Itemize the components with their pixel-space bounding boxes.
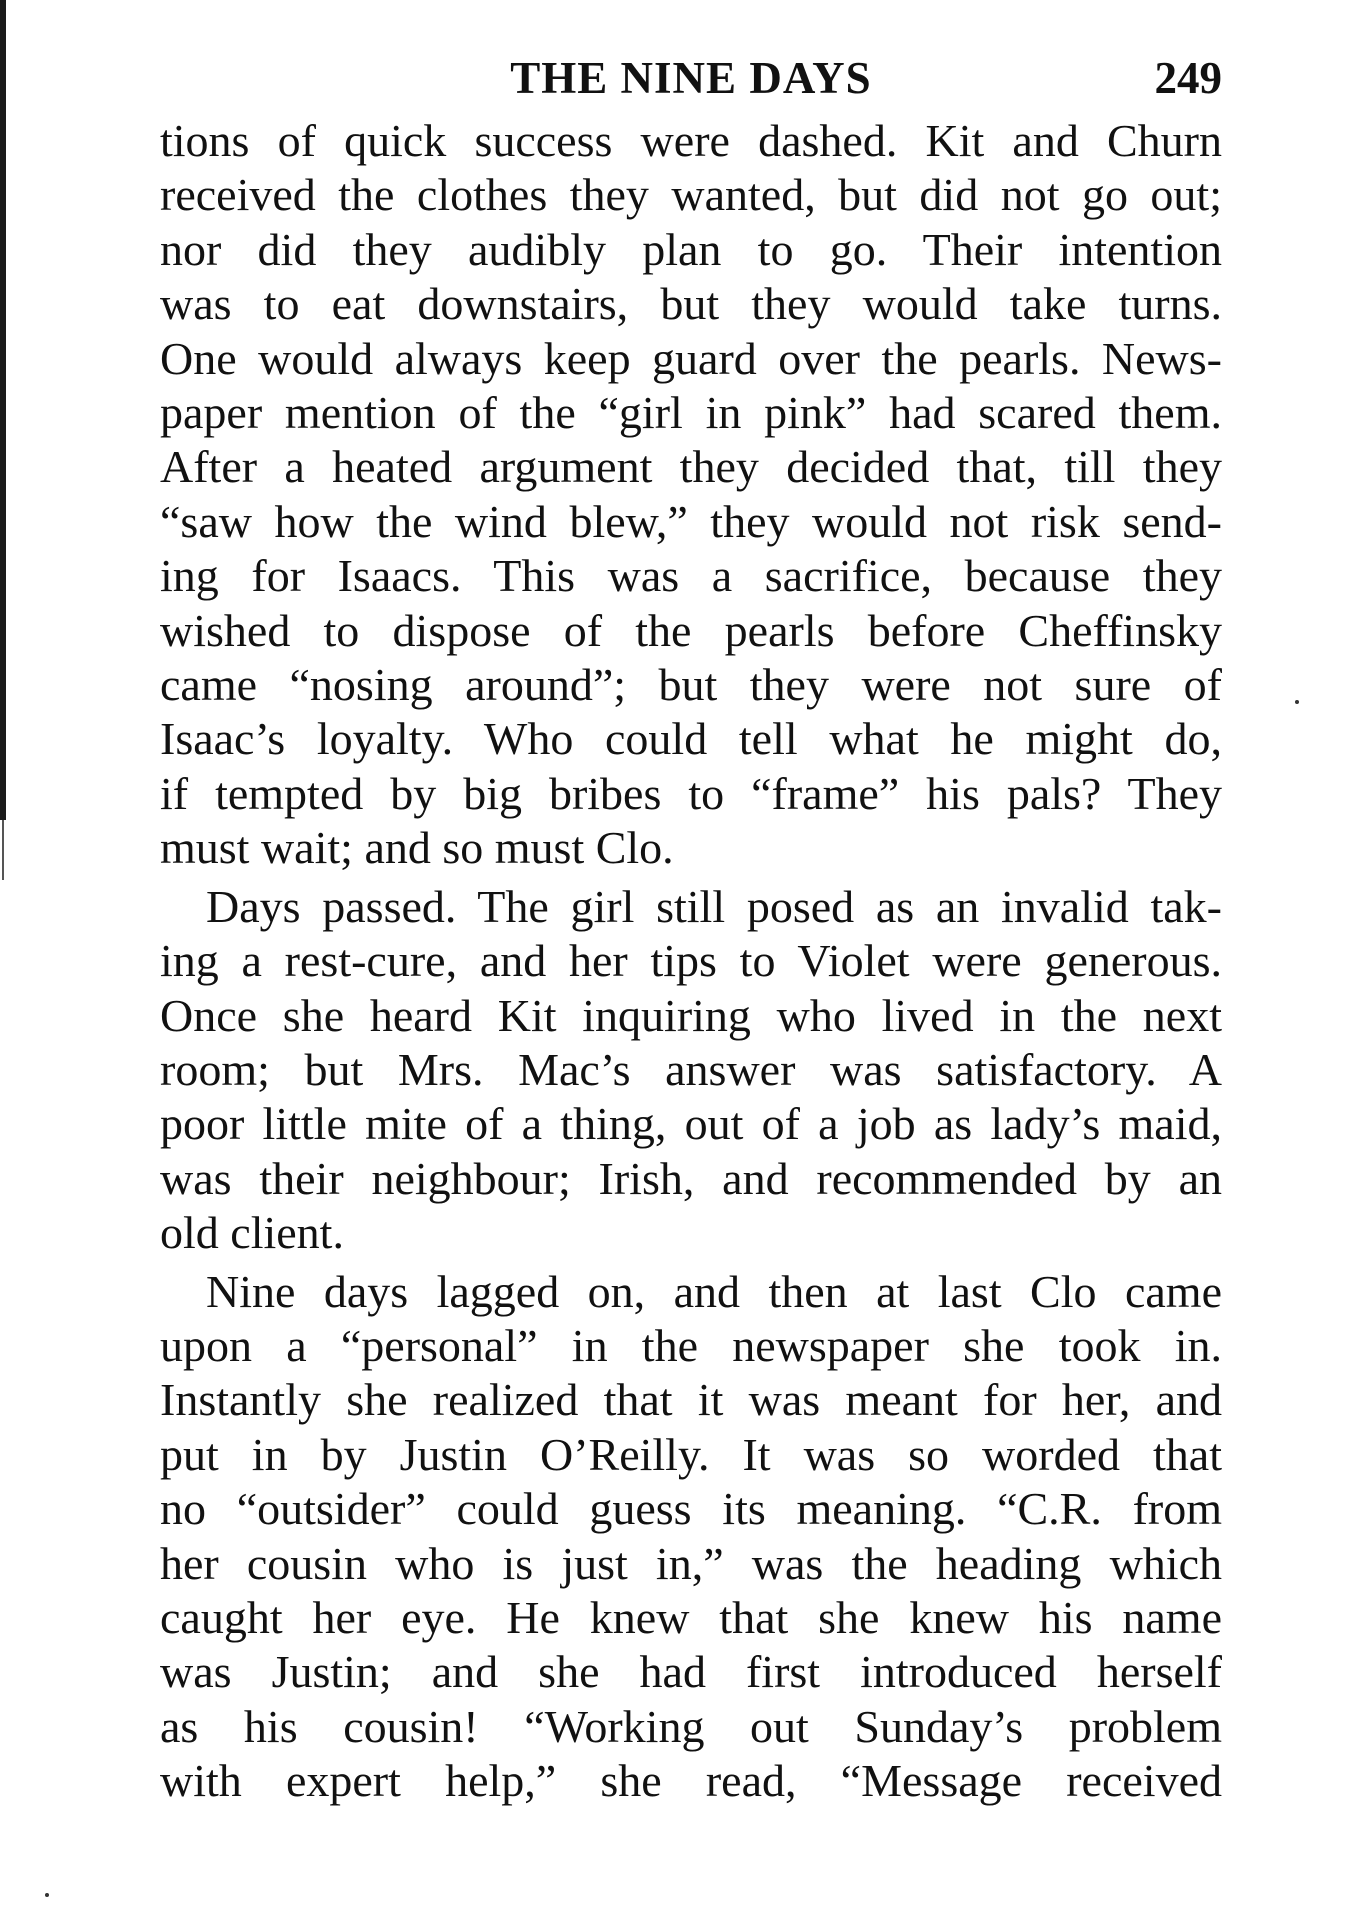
paragraph-2	[160, 880, 1222, 1261]
text-line: came “nosing around”; but they were not sure of	[160, 659, 1222, 711]
text-line: put in by Justin O’Reilly. It was so worded that	[160, 1428, 1222, 1480]
text-line: was Justin; and she had first introduced herself	[160, 1646, 1222, 1698]
print-speck	[45, 1893, 49, 1897]
text-line: was to eat downstairs, but they would take turns.	[160, 278, 1222, 330]
text-line: Nine days lagged on, and then at last Clo came	[206, 1265, 1222, 1317]
text-line: poor little mite of a thing, out of a job as lady’s maid,	[160, 1098, 1222, 1150]
text-line: wished to dispose of the pearls before Cheffinsky	[160, 604, 1222, 656]
paragraph-3	[160, 1265, 1222, 1809]
text-line: with expert help,” she read, “Message received	[160, 1755, 1222, 1807]
text-line: tions of quick success were dashed. Kit and Churn	[160, 115, 1222, 166]
text-line: ing a rest-cure, and her tips to Violet were generous.	[160, 935, 1222, 987]
text-line: received the clothes they wanted, but did not go out;	[160, 169, 1222, 221]
body-text	[160, 114, 1222, 1809]
text-line: caught her eye. He knew that she knew his name	[160, 1591, 1222, 1643]
text-line: Once she heard Kit inquiring who lived in the next	[160, 989, 1222, 1041]
text-line: must wait; and so must Clo.	[160, 822, 674, 874]
text-line: After a heated argument they decided that, till they	[160, 441, 1222, 493]
text-line: upon a “personal” in the newspaper she took in.	[160, 1319, 1222, 1371]
running-head	[160, 48, 1222, 108]
text-line: old client.	[160, 1207, 344, 1259]
text-line: if tempted by big bribes to “frame” his pals? They	[160, 767, 1222, 819]
text-line: was their neighbour; Irish, and recommended by an	[160, 1152, 1222, 1204]
text-line: her cousin who is just in,” was the heading which	[160, 1537, 1222, 1589]
book-page	[160, 48, 1222, 1809]
text-line: “saw how the wind blew,” they would not risk send-	[160, 495, 1222, 547]
page-binding-edge	[0, 0, 6, 820]
text-line: Instantly she realized that it was meant for her, and	[160, 1374, 1222, 1426]
text-line: as his cousin! “Working out Sunday’s problem	[160, 1700, 1222, 1752]
running-title: THE NINE DAYS	[510, 53, 872, 103]
page-binding-edge-lower	[2, 820, 4, 880]
text-line: nor did they audibly plan to go. Their intention	[160, 223, 1222, 275]
text-line: ing for Isaacs. This was a sacrifice, because they	[160, 550, 1222, 602]
text-line: room; but Mrs. Mac’s answer was satisfactory. A	[160, 1043, 1222, 1095]
text-line: no “outsider” could guess its meaning. “C.R. from	[160, 1483, 1222, 1535]
page-number: 249	[1154, 53, 1222, 103]
text-line: Days passed. The girl still posed as an invalid tak-	[206, 880, 1222, 932]
print-speck	[1295, 700, 1299, 704]
text-line: Isaac’s loyalty. Who could tell what he might do,	[160, 713, 1222, 765]
text-line: One would always keep guard over the pearls. News-	[160, 332, 1222, 384]
paragraph-1	[160, 114, 1222, 876]
text-line: paper mention of the “girl in pink” had scared them.	[160, 387, 1222, 439]
